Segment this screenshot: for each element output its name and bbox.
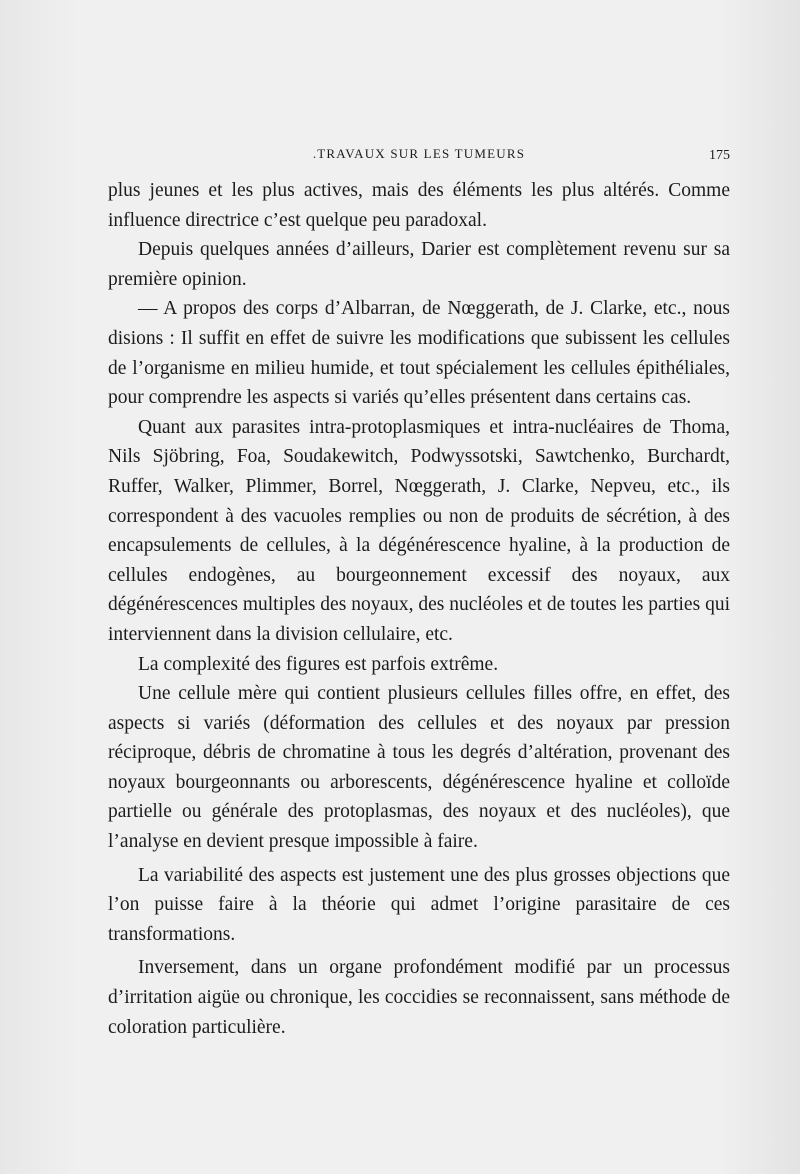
running-title: .TRAVAUX SUR LES TUMEURS [312, 146, 526, 161]
paragraph-mother-cell: Une cellule mère qui contient plusieurs cellules filles offre, en effet, des aspects si variés (déformation des cellules et des noyaux par pression réciproque, débris de chromatine à tous les degrés d’altération, provenant des noyaux bourgeonnants ou arborescents, dégénérescence hyaline et colloïde partielle ou générale des protoplasmas, des noyaux et des nucléoles), que l’analyse en devient presque impossible à faire. [108, 683, 730, 853]
running-header [108, 146, 730, 166]
paragraph-darier: Depuis quelques années d’ailleurs, Darier est complètement revenu sur sa première opinion. [108, 239, 730, 290]
page-number: 175 [709, 148, 730, 163]
paragraph-parasites: Quant aux parasites intra-protoplasmiques et intra-nucléaires de Thoma, Nils Sjöbring, Foa, Soudakewitch, Podwyssotski, Sawtchenko, Burchardt, Ruffer, Walker, Plimmer, Borrel, Nœggerath, J. Clarke, Nepveu, etc., ils correspondent à des vacuoles remplies ou non de produits de sécrétion, à des encapsulements de cellules, à la dégénérescence hyaline, à la production de cellules endogènes, au bourgeonnement excessif des noyaux, aux dégénérescences multiples des noyaux, des nucléoles et de toutes les parties qui interviennent dans la division cellulaire, etc. [108, 416, 730, 645]
paragraph-variability: La variabilité des aspects est justement une des plus grosses objections que l’on puisse faire à la théorie qui admet l’origine parasitaire de ces transformations. [108, 864, 730, 945]
paragraph-complexity: La complexité des figures est parfois extrême. [138, 653, 499, 675]
body-text [108, 176, 730, 1042]
paragraph-inversely: Inversement, dans un organe profondément modifié par un processus d’irritation aigüe ou chronique, les coccidies se reconnaissent, sans méthode de coloration particulière. [108, 957, 730, 1038]
paragraph-continuation: plus jeunes et les plus actives, mais des éléments les plus altérés. Comme influence directrice c’est quelque peu paradoxal. [108, 180, 730, 231]
paragraph-albarran: — A propos des corps d’Albarran, de Nœggerath, de J. Clarke, etc., nous disions : Il suffit en effet de suivre les modifications que subissent les cellules de l’organisme en milieu humide, et tout spécialement les cellules épithéliales, pour comprendre les aspects si variés qu’elles présentent dans certains cas. [108, 298, 730, 409]
